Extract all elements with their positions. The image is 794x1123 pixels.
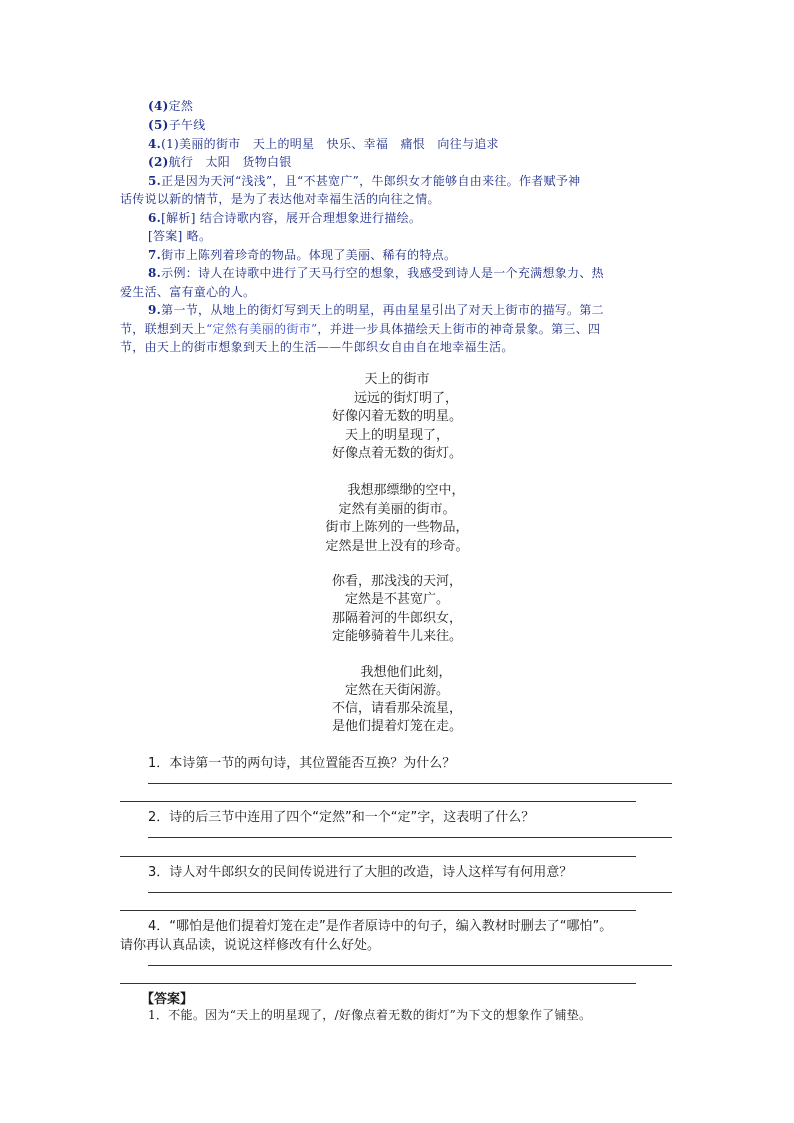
answer-blank-line[interactable] (120, 983, 636, 984)
answer-text: 子午线 (168, 118, 206, 132)
poem-line: 定然是世上没有的珍奇。 (325, 539, 469, 554)
answer-text: 示例：诗人在诗歌中进行了天马行空的想象，我感受到诗人是一个充满想象力、热 (161, 266, 604, 280)
answer-continuation (120, 338, 514, 355)
question-4-continuation: 请你再认真品读，说说这样修改有什么好处。 (120, 938, 381, 953)
answer-text: 爱生活、富有童心的人。 (120, 285, 256, 299)
answer-text: 航行 太阳 货物白银 (168, 155, 292, 169)
answer-text: 第一节，从地上的街灯写到天上的明星，再由星星引出了对天上街市的描写。第二 (161, 303, 604, 317)
poem-line: 好像点着无数的街灯。 (331, 446, 462, 461)
poem-line: 不信，请看那朵流星， (331, 701, 462, 716)
answer-number: 5. (148, 174, 162, 188)
answer-text: 正是因为天河“浅浅”，且“不甚宽广”，牛郎织女才能够自由来往。作者赋予神 (161, 174, 581, 188)
answer-text: 街市上陈列着珍奇的物品。体现了美丽、稀有的特点。 (161, 248, 457, 262)
answer-blank-line[interactable] (148, 837, 672, 838)
dash: —— (316, 340, 342, 354)
poem-title: 天上的街市 (364, 372, 430, 387)
answer-text: 牛郎织女自由自在地幸福生活。 (341, 340, 514, 354)
answer-text: 话传说以新的情节，是为了表达他对幸福生活的向往之情。 (120, 192, 440, 206)
poem-line: 定然有美丽的街市。 (338, 502, 456, 517)
answer-line (148, 264, 604, 281)
poem-line: 好像闪着无数的明星。 (331, 409, 462, 424)
poem-line: 我想他们此刻， (360, 665, 452, 680)
answer-line (148, 246, 456, 263)
answer-line (148, 97, 193, 114)
answer-line (148, 116, 206, 133)
answer-number: 8. (148, 266, 162, 280)
answer-blank-line[interactable] (148, 783, 672, 784)
answer-line (148, 135, 499, 152)
answer-number: (4) (148, 99, 169, 113)
answer-number: (2) (148, 155, 169, 169)
poem-line: 那隔着河的牛郎织女， (331, 611, 462, 626)
answer-number: 7. (148, 248, 162, 262)
answer-blank-line[interactable] (120, 910, 636, 911)
answer-text: [解析] 结合诗歌内容，展开合理想象进行描绘。 (161, 211, 422, 225)
answer-text: 定然 (168, 99, 194, 113)
answer-blank-line[interactable] (148, 892, 672, 893)
poem-line: 定然在天街闲游。 (344, 683, 449, 698)
answer-line (148, 209, 421, 226)
poem-line: 远远的街灯明了， (353, 391, 458, 406)
poem-line: 定能够骑着牛儿来往。 (331, 629, 462, 644)
poem-line: 定然是不甚宽广。 (344, 592, 449, 607)
answer-text: 节，由天上的街市想象到天上的生活 (120, 340, 317, 354)
answer-line (148, 301, 604, 318)
highlighted-quote: “定然有美丽的街市” (206, 322, 318, 336)
answer-text: [答案] 略。 (148, 229, 212, 243)
answer-line (148, 153, 292, 170)
answer-blank-line[interactable] (120, 856, 636, 857)
poem-line: 我想那缥缈的空中， (347, 483, 465, 498)
answer-blank-line[interactable] (148, 965, 672, 966)
poem-line: 天上的明星现了， (344, 428, 449, 443)
answer-blank-line[interactable] (120, 801, 636, 802)
answer-number: (5) (148, 118, 169, 132)
answer-line (148, 227, 211, 244)
question-1: 1．本诗第一节的两句诗，其位置能否互换？为什么？ (148, 756, 456, 771)
poem-line: 是他们提着灯笼在走。 (331, 719, 462, 734)
answer-continuation (120, 190, 440, 207)
answer-number: 4. (148, 137, 162, 151)
answer-number: 6. (148, 211, 162, 225)
answer-number: 9. (148, 303, 162, 317)
answer-line (148, 172, 580, 189)
answer-continuation (120, 320, 600, 337)
question-4: 4．“哪怕是他们提着灯笼在走”是作者原诗中的句子，编入教材时删去了“哪怕”。 (148, 919, 613, 934)
answer-key-item: 1．不能。因为“天上的明星现了，/好像点着无数的街灯”为下文的想象作了铺垫。 (148, 1008, 592, 1022)
question-3: 3．诗人对牛郎织女的民间传说进行了大胆的改造，诗人这样写有何用意？ (148, 865, 573, 880)
answer-key-heading: 【答案】 (141, 992, 194, 1007)
answer-text: 节，联想到天上 (120, 322, 207, 336)
answer-continuation (120, 283, 255, 300)
poem-line: 街市上陈列的一些物品， (325, 520, 469, 535)
answer-text: (1)美丽的街市 天上的明星 快乐、幸福 痛恨 向往与追求 (161, 137, 499, 151)
answer-text: ，并进一步具体描绘天上街市的神奇景象。第三、四 (317, 322, 601, 336)
poem-line: 你看，那浅浅的天河， (331, 574, 462, 589)
question-2: 2．诗的后三节中连用了四个“定然”和一个“定”字，这表明了什么？ (148, 810, 535, 825)
